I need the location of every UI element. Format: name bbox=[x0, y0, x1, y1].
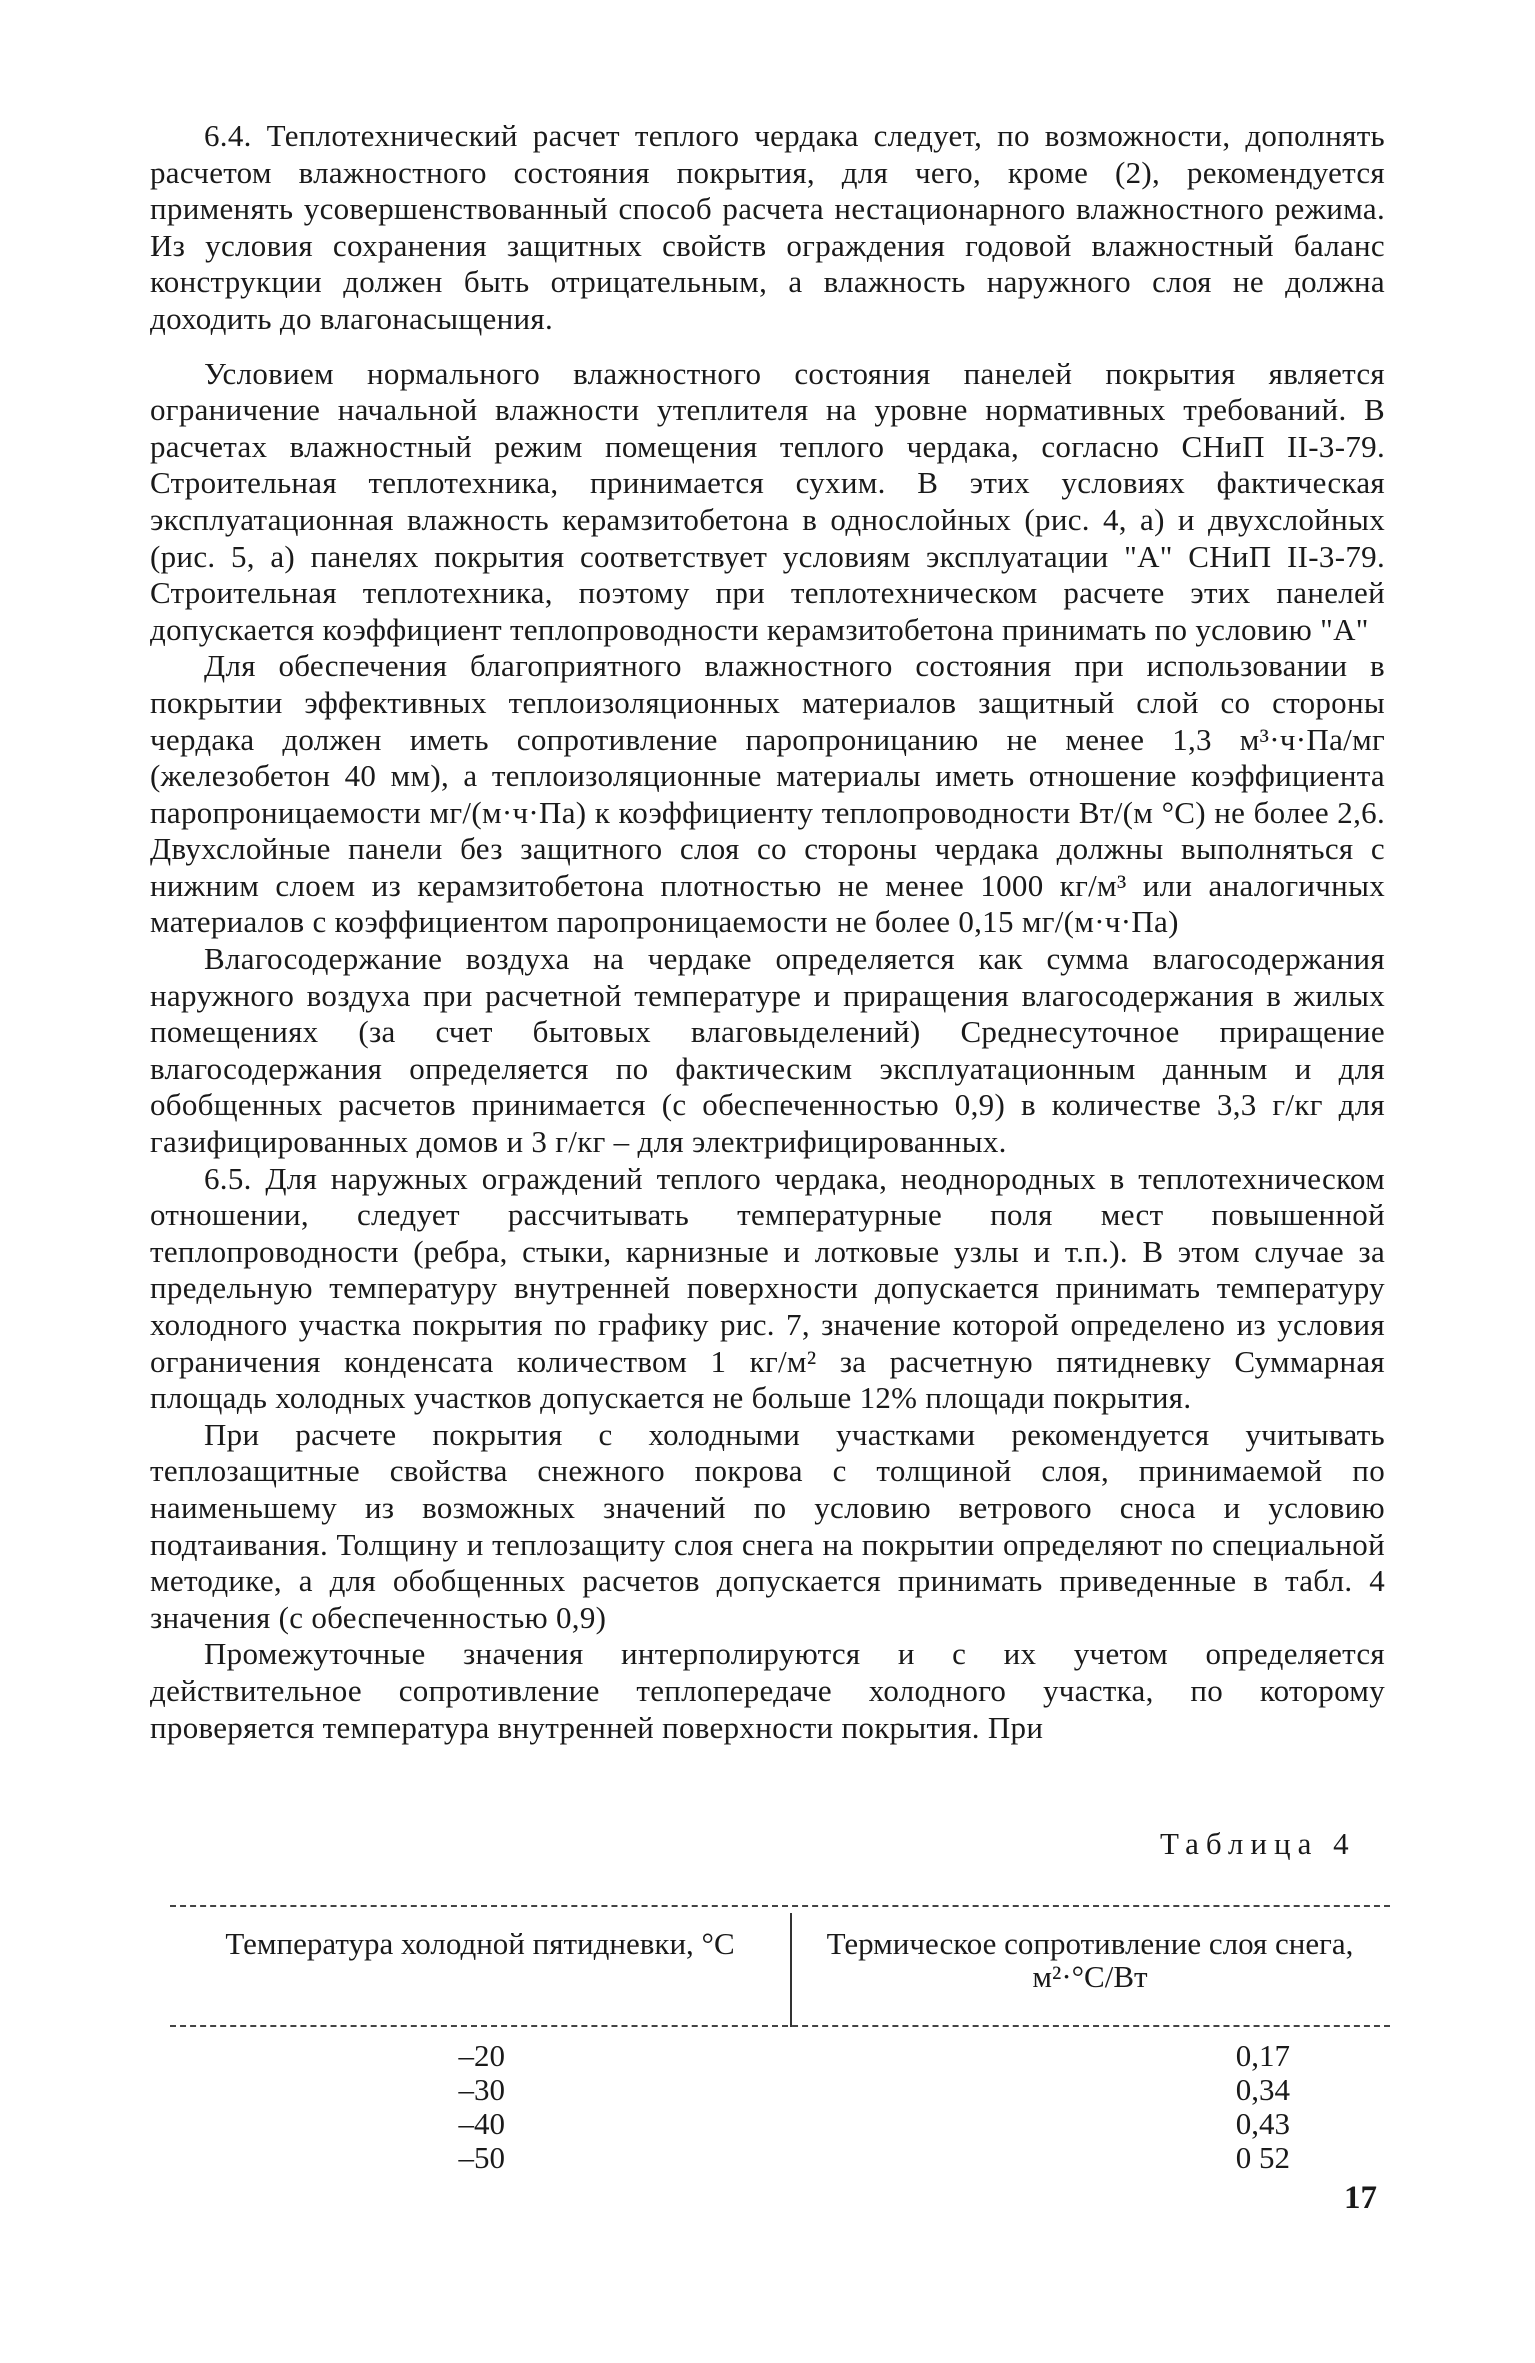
cell-temperature: –20 bbox=[458, 2038, 505, 2073]
paragraph-snow-cover: При расчете покрытия с холодными участками рекомендуется учитывать теплозащитные свойства снежного покрова с толщиной слоя, принимаемой по наименьшему из возможных значений по условию ветрового сноса и условию подтаивания. Толщину и теплозащиту слоя снега на покрытии определяют по специальной методике, а для обобщенных расчетов допускается принимать приведенные в табл. 4 значения (с обеспеченностью 0,9) bbox=[150, 1416, 1385, 1635]
table-row bbox=[170, 2073, 1390, 2107]
cell-temperature: –50 bbox=[458, 2140, 505, 2175]
table-row bbox=[170, 2039, 1390, 2073]
paragraph-attic-moisture: Влагосодержание воздуха на чердаке определяется как сумма влагосодержания наружного воздуха при расчетной температуре и приращения влагосодержания в жилых помещениях (за счет бытовых влаговыделений) Среднесуточное приращение влагосодержания определяется по фактическим эксплуатационным данным и для обобщенных расчетов принимается (с обеспеченностью 0,9) в количестве 3,3 г/кг для газифицированных домов и 3 г/кг – для электрифицированных. bbox=[150, 941, 1385, 1160]
header-resistance: Термическое сопротивление слоя снега, м²·°С/Вт bbox=[826, 1926, 1354, 1994]
table-header-rule bbox=[170, 2025, 1390, 2027]
table-top-rule bbox=[170, 1905, 1390, 1907]
cell-temperature: –30 bbox=[458, 2072, 505, 2107]
cell-resistance: 0,34 bbox=[1235, 2072, 1290, 2107]
cell-resistance: 0,43 bbox=[1235, 2106, 1290, 2141]
cell-resistance: 0,17 bbox=[1235, 2038, 1290, 2073]
table-body bbox=[170, 2039, 1390, 2175]
paragraph-interpolation: Промежуточные значения интерполируются и с их учетом определяется действительное сопротивление теплопередаче холодного участка, по которому проверяется температура внутренней поверхности покрытия. При bbox=[150, 1636, 1385, 1745]
snow-resistance-table bbox=[170, 1905, 1390, 2175]
header-divider bbox=[790, 1913, 792, 2027]
table-caption: Таблица 4 bbox=[1160, 1826, 1356, 1861]
table-row bbox=[170, 2107, 1390, 2141]
page-number: 17 bbox=[1344, 2180, 1377, 2216]
table-header bbox=[170, 1927, 1390, 2025]
paragraph-6-5: 6.5. Для наружных ограждений теплого чердака, неоднородных в теплотехническом отношении, следует рассчитывать температурные поля мест повышенной теплопроводности (ребра, стыки, карнизные и лотковые узлы и т.п.). В этом случае за предельную температуру внутренней поверхности допускается принимать температуру холодного участка покрытия по графику рис. 7, значение которой определено из условия ограничения конденсата количеством 1 кг/м² за расчетную пятидневку Суммарная площадь холодных участков допускается не больше 12% площади покрытия. bbox=[150, 1160, 1385, 1416]
table-row bbox=[170, 2141, 1390, 2175]
page-body bbox=[150, 118, 1385, 1746]
paragraph-moisture-conditions: Условием нормального влажностного состояния панелей покрытия является ограничение начальной влажности утеплителя на уровне нормативных требований. В расчетах влажностный режим помещения теплого чердака, согласно СНиП II-3-79. Строительная теплотехника, принимается сухим. В этих условиях фактическая эксплуатационная влажность керамзитобетона в однослойных (рис. 4, а) и двухслойных (рис. 5, а) панелях покрытия соответствует условиям эксплуатации "А" СНиП II-3-79. Строительная теплотехника, поэтому при теплотехническом расчете этих панелей допускается коэффициент теплопроводности керамзитобетона принимать по условию "А" bbox=[150, 355, 1385, 647]
paragraph-vapor-resistance: Для обеспечения благоприятного влажностного состояния при использовании в покрытии эффективных теплоизоляционных материалов защитный слой со стороны чердака должен иметь сопротивление паропроницанию не менее 1,3 м³·ч·Па/мг (железобетон 40 мм), а теплоизоляционные материалы иметь отношение коэффициента паропроницаемости мг/(м·ч·Па) к коэффициенту теплопроводности Вт/(м °С) не более 2,6. Двухслойные панели без защитного слоя со стороны чердака должны выполняться с нижним слоем из керамзитобетона плотностью не менее 1000 кг/м³ или аналогичных материалов с коэффициентом паропроницаемости не более 0,15 мг/(м·ч·Па) bbox=[150, 648, 1385, 940]
paragraph-6-4: 6.4. Теплотехнический расчет теплого чердака следует, по возможности, дополнять расчетом влажностного состояния покрытия, для чего, кроме (2), рекомендуется применять усовершенствованный способ расчета нестационарного влажностного режима. Из условия сохранения защитных свойств ограждения годовой влажностный баланс конструкции должен быть отрицательным, а влажность наружного слоя не должна доходить до влагонасыщения. bbox=[150, 118, 1385, 336]
header-temperature: Температура холодной пятидневки, °С bbox=[225, 1926, 735, 1961]
cell-resistance: 0 52 bbox=[1235, 2140, 1290, 2175]
cell-temperature: –40 bbox=[458, 2106, 505, 2141]
